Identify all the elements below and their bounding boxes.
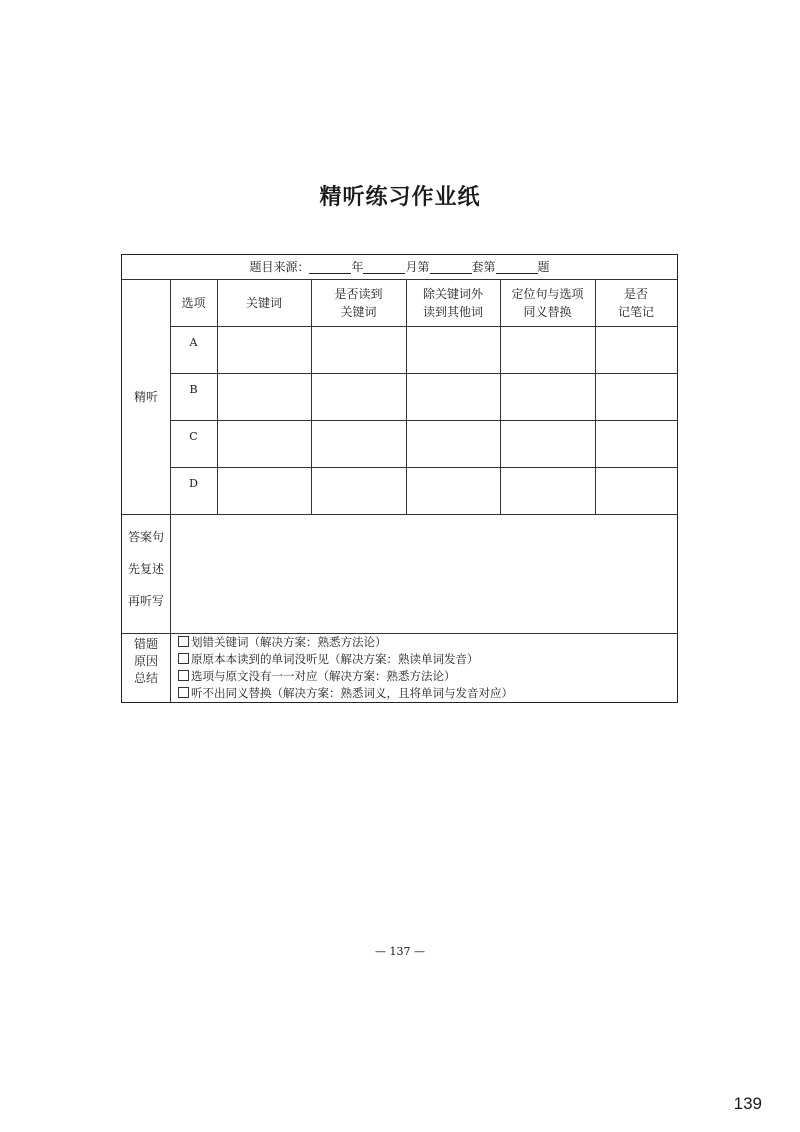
set-blank[interactable] [430, 261, 472, 274]
reason-item[interactable]: 原原本本读到的单词没听见（解决方案：熟读单词发音） [178, 651, 479, 668]
header-locate-synonym: 定位句与选项 同义替换 [511, 286, 584, 319]
header-notes: 是否 记笔记 [617, 286, 654, 319]
page-title: 精听练习作业纸 [319, 184, 481, 210]
source-set: 套第 [471, 260, 496, 274]
option-d-label: D [189, 477, 198, 490]
reason-item[interactable]: 划错关键词（解决方案：熟悉方法论） [178, 634, 387, 651]
option-c-label: C [189, 430, 198, 443]
source-row [122, 255, 677, 279]
checkbox[interactable] [178, 653, 189, 664]
checkbox[interactable] [178, 670, 189, 681]
reason-item[interactable]: 选项与原文没有一一对应（解决方案：熟悉方法论） [178, 668, 456, 685]
header-option: 选项 [181, 295, 206, 310]
header-read-keyword: 是否读到 关键词 [334, 286, 383, 319]
source-label: 题目来源： [249, 260, 310, 274]
checkbox[interactable] [178, 687, 189, 698]
checkbox[interactable] [178, 636, 189, 647]
option-b-label: B [189, 383, 198, 396]
source-year: 年 [351, 260, 364, 274]
question-blank[interactable] [496, 261, 538, 274]
month-blank[interactable] [363, 261, 405, 274]
answer-section-label: 答案句 先复述 再听写 [127, 530, 164, 608]
reason-item[interactable]: 听不出同义替换（解决方案：熟悉词义，且将单词与发音对应） [178, 685, 513, 702]
worksheet-table [121, 254, 678, 703]
header-other-words: 除关键词外 读到其他词 [422, 286, 483, 319]
page-number: 139 [733, 1094, 762, 1113]
source-month: 月第 [405, 260, 430, 274]
option-a-label: A [189, 336, 198, 349]
answer-writing-area[interactable] [171, 515, 677, 633]
header-keyword: 关键词 [245, 295, 282, 310]
page-footer: — 137 — [375, 945, 425, 958]
section-jingting-label: 精听 [133, 389, 158, 404]
source-question: 题 [537, 260, 550, 274]
error-reason-label: 错题 原因 总结 [133, 637, 158, 685]
year-blank[interactable] [309, 261, 351, 274]
